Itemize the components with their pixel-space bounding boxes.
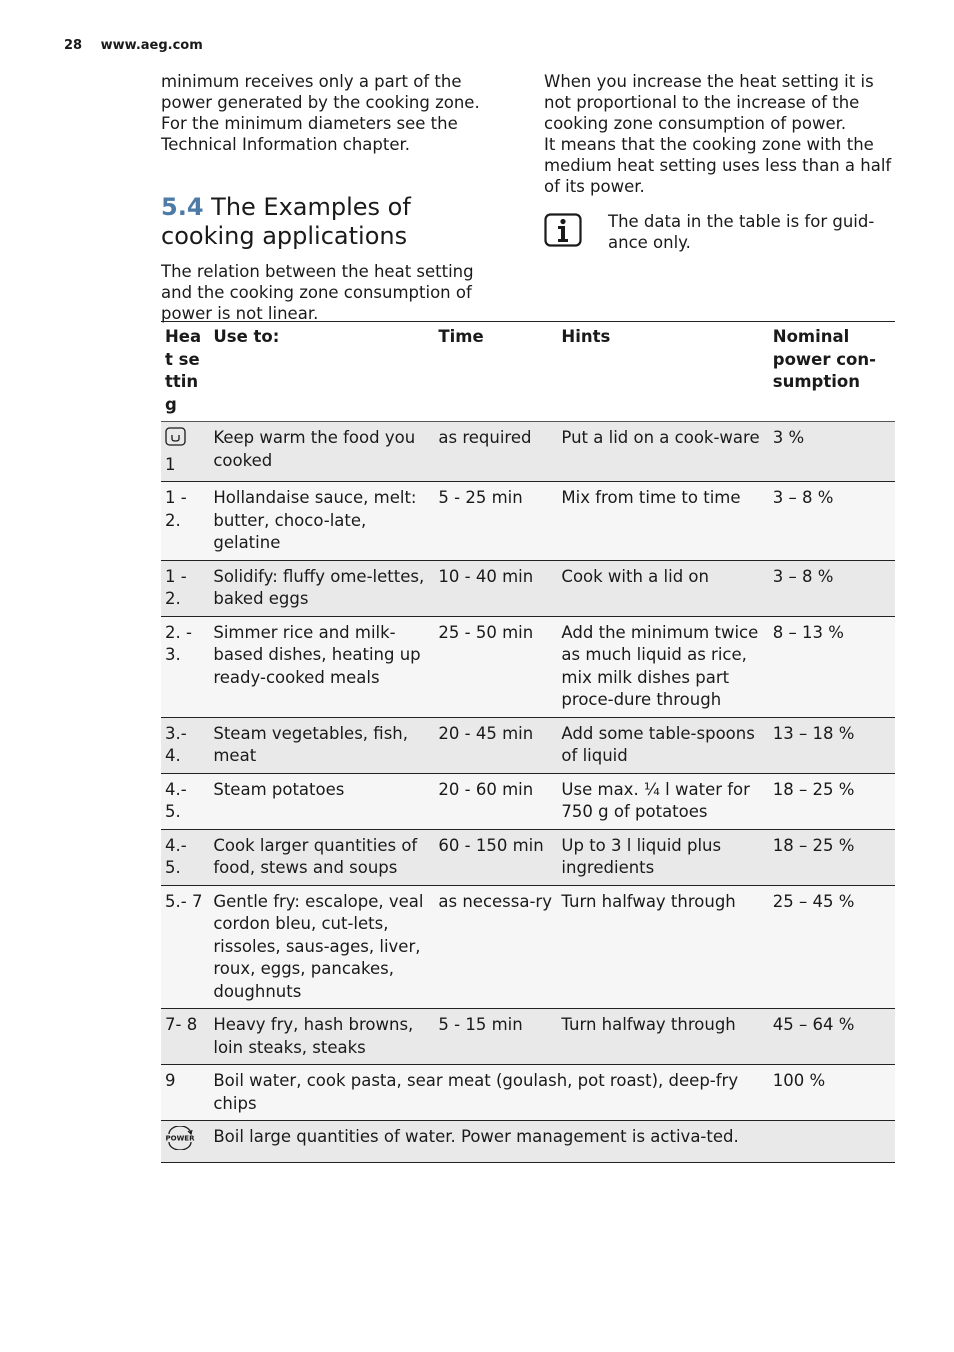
heat-value: 1 — [165, 454, 176, 474]
power-icon-label: POWER — [165, 1134, 195, 1143]
use-cell: Boil water, cook pasta, sear meat (goulash, pot roast), deep-fry chips — [209, 1065, 768, 1121]
use-cell: Solidify: fluffy ome-lettes, baked eggs — [209, 560, 434, 616]
hints-cell: Up to 3 l liquid plus ingredients — [557, 829, 768, 885]
use-cell: Steam vegetables, fish, meat — [209, 717, 434, 773]
header-hints: Hints — [557, 322, 768, 422]
table-row — [161, 1121, 895, 1163]
time-cell: as necessa-ry — [434, 885, 557, 1009]
heat-cell: 4.- 5. — [161, 829, 209, 885]
website-url: www.aeg.com — [100, 38, 203, 53]
heat-cell: 2. - 3. — [161, 616, 209, 717]
power-boost-icon — [165, 1126, 205, 1157]
hints-cell: Turn halfway through — [557, 885, 768, 1009]
table-row — [161, 829, 895, 885]
section-title: The Examples of cooking applications — [161, 193, 411, 250]
power-cell: 8 – 13 % — [769, 616, 895, 717]
time-cell: as required — [434, 422, 557, 482]
time-cell: 5 - 25 min — [434, 482, 557, 561]
cooking-applications-table — [161, 321, 895, 1163]
power-cell: 25 – 45 % — [769, 885, 895, 1009]
table-row — [161, 560, 895, 616]
table-row — [161, 885, 895, 1009]
use-cell: Cook larger quantities of food, stews and soups — [209, 829, 434, 885]
header-use-to: Use to: — [209, 322, 434, 422]
power-cell: 100 % — [769, 1065, 895, 1121]
time-cell: 5 - 15 min — [434, 1009, 557, 1065]
table-row — [161, 1065, 895, 1121]
header-nominal-power: Nominal power con-sumption — [769, 322, 895, 422]
time-cell: 20 - 60 min — [434, 773, 557, 829]
heat-cell: 9 — [161, 1065, 209, 1121]
time-cell: 10 - 40 min — [434, 560, 557, 616]
info-icon — [544, 213, 582, 252]
hints-cell: Mix from time to time — [557, 482, 768, 561]
power-cell: 3 – 8 % — [769, 560, 895, 616]
hints-cell: Use max. ¼ l water for 750 g of potatoes — [557, 773, 768, 829]
keep-warm-icon — [165, 427, 205, 454]
table-row — [161, 773, 895, 829]
heat-cell: 3.- 4. — [161, 717, 209, 773]
table-row — [161, 422, 895, 482]
section-heading — [161, 193, 506, 251]
power-cell: 3 – 8 % — [769, 482, 895, 561]
power-cell: 18 – 25 % — [769, 829, 895, 885]
use-cell: Simmer rice and milk-based dishes, heating up ready-cooked meals — [209, 616, 434, 717]
heat-cell: 5.- 7 — [161, 885, 209, 1009]
heat-cell: 1 - 2. — [161, 482, 209, 561]
power-cell: 45 – 64 % — [769, 1009, 895, 1065]
use-cell: Gentle fry: escalope, veal cordon bleu, cut-lets, rissoles, saus-ages, liver, roux, eggs, pancakes, doughnuts — [209, 885, 434, 1009]
use-cell: Steam potatoes — [209, 773, 434, 829]
use-cell: Keep warm the food you cooked — [209, 422, 434, 482]
info-note-text: The data in the table is for guid-ance only. — [608, 212, 875, 252]
table-row — [161, 717, 895, 773]
time-cell: 25 - 50 min — [434, 616, 557, 717]
hints-cell: Add some table-spoons of liquid — [557, 717, 768, 773]
time-cell: 20 - 45 min — [434, 717, 557, 773]
right-column — [544, 71, 894, 253]
use-cell: Hollandaise sauce, melt: butter, choco-late, gelatine — [209, 482, 434, 561]
heat-cell: 4.- 5. — [161, 773, 209, 829]
header-time: Time — [434, 322, 557, 422]
hints-cell: Put a lid on a cook-ware — [557, 422, 768, 482]
info-note — [544, 211, 894, 253]
hints-cell: Cook with a lid on — [557, 560, 768, 616]
heat-cell — [161, 1121, 209, 1163]
section-body: The relation between the heat setting and the cooking zone consumption of power is not linear. — [161, 262, 474, 323]
right-paragraph-2: It means that the cooking zone with the medium heat setting uses less than a half of its power. — [544, 135, 892, 196]
section-number: 5.4 — [161, 193, 204, 221]
hints-cell: Turn halfway through — [557, 1009, 768, 1065]
use-cell: Boil large quantities of water. Power management is activa-ted. — [209, 1121, 895, 1163]
left-column — [161, 71, 506, 324]
intro-paragraph: minimum receives only a part of the power generated by the cooking zone. For the minimum diameters see the Technical Information chapter. — [161, 72, 480, 154]
heat-cell: 1 - 2. — [161, 560, 209, 616]
heat-cell — [161, 422, 209, 482]
table-row — [161, 482, 895, 561]
use-cell: Heavy fry, hash browns, loin steaks, steaks — [209, 1009, 434, 1065]
table-row — [161, 1009, 895, 1065]
page-header — [64, 38, 203, 53]
right-paragraph-1: When you increase the heat setting it is not proportional to the increase of the cooking zone consumption of power. — [544, 72, 874, 133]
hints-cell: Add the minimum twice as much liquid as rice, mix milk dishes part proce-dure through — [557, 616, 768, 717]
time-cell: 60 - 150 min — [434, 829, 557, 885]
table-row — [161, 616, 895, 717]
page-number: 28 — [64, 38, 83, 53]
header-heat-setting: Heat setting — [161, 322, 209, 422]
power-cell: 18 – 25 % — [769, 773, 895, 829]
table-header-row — [161, 322, 895, 422]
power-cell: 13 – 18 % — [769, 717, 895, 773]
power-cell: 3 % — [769, 422, 895, 482]
heat-cell: 7- 8 — [161, 1009, 209, 1065]
